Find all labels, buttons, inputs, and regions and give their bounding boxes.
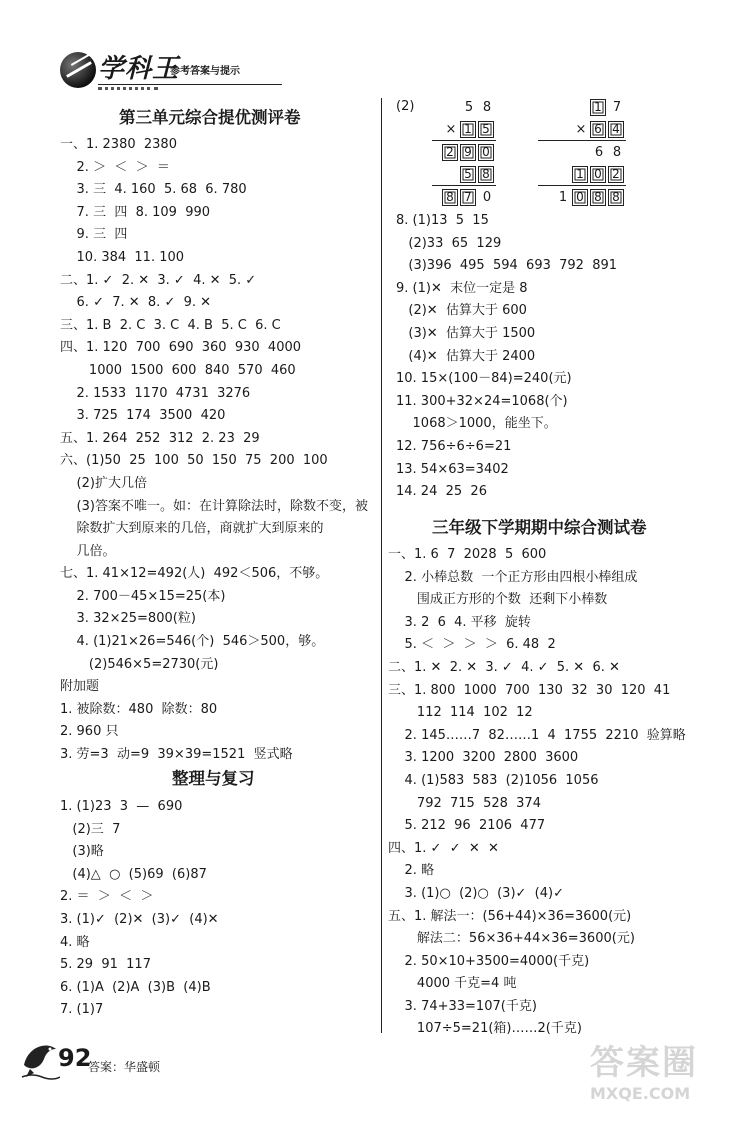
watermark-line1: 答案圈 bbox=[590, 1043, 698, 1083]
digit: 5 bbox=[464, 99, 474, 115]
digit-box: 1 bbox=[572, 166, 588, 183]
section-title-unit3: 第三单元综合提优测评卷 bbox=[119, 108, 301, 127]
answer-line: 7. (1)7 bbox=[60, 1002, 104, 1018]
dolphin-icon bbox=[20, 1035, 60, 1080]
digit: 6 bbox=[594, 144, 604, 160]
answer-line: 2. 145……7 82……1 4 1755 2210 验算略 bbox=[388, 727, 686, 743]
answer-line: 七、1. 41×12=492(人) 492＜506，不够。 bbox=[60, 566, 329, 582]
answer-line: 几倍。 bbox=[60, 543, 116, 559]
answer-line: 4. (1)583 583 (2)1056 1056 bbox=[388, 772, 599, 788]
digit-box: 0 bbox=[572, 189, 588, 206]
left-answers-2 bbox=[60, 796, 380, 1022]
answer-line: 围成正方形的个数 还剩下小棒数 bbox=[388, 592, 608, 608]
page-number: 92 bbox=[58, 1044, 92, 1072]
right-answers-1 bbox=[396, 210, 736, 504]
header-rule bbox=[98, 84, 282, 85]
answer-line: 12. 756÷6÷6=21 bbox=[396, 438, 512, 454]
digit-box: 5 bbox=[478, 121, 494, 138]
answer-line: 四、1. ✓ ✓ ✕ ✕ bbox=[388, 840, 499, 856]
answer-line: (3)略 bbox=[60, 844, 104, 860]
answer-line: (2)✕ 估算大于 600 bbox=[396, 303, 527, 319]
section-title-midterm: 三年级下学期期中综合测试卷 bbox=[432, 518, 647, 537]
digit-box: 2 bbox=[608, 166, 624, 183]
digit-box: 8 bbox=[608, 189, 624, 206]
answer-line: 除数扩大到原来的几倍，商就扩大到原来的 bbox=[60, 521, 324, 537]
answer-line: 1. (1)23 3 — 690 bbox=[60, 799, 183, 814]
watermark-line2: MXQE.COM bbox=[590, 1084, 691, 1103]
answer-line: (3)✕ 估算大于 1500 bbox=[396, 325, 536, 341]
answer-line: 3. 74+33=107(千克) bbox=[388, 998, 537, 1014]
brand-name: 学科王 bbox=[98, 54, 180, 84]
watermark bbox=[590, 1035, 730, 1115]
mult-row bbox=[538, 186, 626, 208]
digit-box: 2 bbox=[442, 144, 458, 161]
answer-line: (3)答案不唯一。如：在计算除法时，除数不变，被 bbox=[60, 498, 368, 514]
mult-row bbox=[538, 118, 626, 140]
header-subtitle: 参考答案与提示 bbox=[170, 66, 240, 77]
answer-line: 1. 被除数：480 除数：80 bbox=[60, 701, 218, 717]
answer-line: 2. 960 只 bbox=[60, 724, 119, 740]
mult-row bbox=[538, 96, 626, 118]
answer-line: 9. (1)✕ 末位一定是 8 bbox=[396, 280, 528, 296]
answer-line: 6. ✓ 7. ✕ 8. ✓ 9. ✕ bbox=[60, 295, 212, 311]
digit-box: 0 bbox=[590, 166, 606, 183]
answer-line: 3. (1)✓ (2)✕ (3)✓ (4)✕ bbox=[60, 911, 219, 927]
answer-line: (4)✕ 估算大于 2400 bbox=[396, 348, 536, 364]
answer-line: 4. (1)21×26=546(个) 546＞500，够。 bbox=[60, 634, 325, 650]
answer-line: 三、1. 800 1000 700 130 32 30 120 41 bbox=[388, 682, 671, 698]
answer-line: 3. (1)○ (2)○ (3)✓ (4)✓ bbox=[388, 885, 564, 901]
header-logo bbox=[60, 44, 282, 94]
answer-line: 3. 2 6 4. 平移 旋转 bbox=[388, 614, 531, 630]
digit-box: 0 bbox=[478, 144, 494, 161]
answer-line: (2)扩大几倍 bbox=[60, 475, 147, 491]
answer-line: 1068＞1000，能坐下。 bbox=[396, 416, 557, 432]
digit-box: 1 bbox=[460, 121, 476, 138]
digit: 8 bbox=[612, 144, 622, 160]
answer-line: 3. 32×25=800(粒) bbox=[60, 611, 196, 627]
answer-line: 一、1. 2380 2380 bbox=[60, 137, 177, 152]
answer-line: 二、1. ✕ 2. ✕ 3. ✓ 4. ✓ 5. ✕ 6. ✕ bbox=[388, 659, 620, 675]
digit-box: 8 bbox=[590, 189, 606, 206]
answer-line: 5. 29 91 117 bbox=[60, 957, 151, 973]
answer-line: 3. 三 4. 160 5. 68 6. 780 bbox=[60, 182, 247, 198]
answer-line: 1000 1500 600 840 570 460 bbox=[60, 362, 296, 378]
ball-logo-icon bbox=[60, 52, 96, 88]
digit-box: 1 bbox=[590, 99, 606, 116]
digit-box: 5 bbox=[460, 166, 476, 183]
header-dots bbox=[98, 87, 158, 90]
mult-row bbox=[432, 186, 496, 208]
answer-line: 6. (1)A (2)A (3)B (4)B bbox=[60, 979, 211, 995]
answer-line: 792 715 528 374 bbox=[388, 795, 541, 811]
footer-answer-label: 答案：华盛顿 bbox=[88, 1060, 161, 1074]
answer-line: 五、1. 264 252 312 2. 23 29 bbox=[60, 430, 260, 446]
digit-box: 8 bbox=[442, 189, 458, 206]
answer-line: 2. ＝ ＞ ＜ ＞ bbox=[60, 889, 154, 905]
mult-row bbox=[538, 163, 626, 185]
digit: 8 bbox=[482, 99, 492, 115]
answer-line: 4000 千克=4 吨 bbox=[388, 976, 517, 992]
digit: × bbox=[575, 121, 587, 137]
answer-line: (2)三 7 bbox=[60, 821, 121, 837]
section-title-review: 整理与复习 bbox=[172, 769, 255, 788]
answer-line: 8. (1)13 5 15 bbox=[396, 213, 489, 228]
answer-line: 2. 小棒总数 一个正方形由四根小棒组成 bbox=[388, 569, 638, 585]
answer-line: 107÷5=21(箱)……2(千克) bbox=[388, 1021, 582, 1037]
answer-line: 3. 劳=3 动=9 39×39=1521 竖式略 bbox=[60, 747, 293, 763]
mult-vertical-2 bbox=[538, 96, 626, 208]
answer-line: 二、1. ✓ 2. ✕ 3. ✓ 4. ✕ 5. ✓ bbox=[60, 272, 257, 288]
answer-line: 3. 725 174 3500 420 bbox=[60, 408, 226, 424]
mult-vertical-1 bbox=[432, 96, 496, 208]
answer-line: (4)△ ○ (5)69 (6)87 bbox=[60, 866, 207, 882]
mult-row bbox=[432, 141, 496, 163]
answer-line: 7. 三 四 8. 109 990 bbox=[60, 204, 211, 220]
digit-box: 4 bbox=[608, 121, 624, 138]
answer-line: (2)33 65 129 bbox=[396, 235, 502, 251]
digit-box: 9 bbox=[460, 144, 476, 161]
answer-line: 六、(1)50 25 100 50 150 75 200 100 bbox=[60, 453, 328, 469]
mult-row bbox=[538, 141, 626, 163]
answer-line: 14. 24 25 26 bbox=[396, 484, 487, 500]
mult-row bbox=[432, 96, 496, 118]
digit: × bbox=[445, 121, 457, 137]
left-answers-1 bbox=[60, 134, 380, 767]
answer-line: 五、1. 解法一：(56+44)×36=3600(元) bbox=[388, 908, 632, 924]
answer-line: 10. 15×(100－84)=240(元) bbox=[396, 371, 572, 387]
answer-line: 三、1. B 2. C 3. C 4. B 5. C 6. C bbox=[60, 317, 281, 333]
answer-line: 5. ＜ ＞ ＞ ＞ 6. 48 2 bbox=[388, 637, 556, 653]
answer-line: 10. 384 11. 100 bbox=[60, 249, 185, 265]
right-answers-2 bbox=[388, 544, 738, 1041]
mult-row bbox=[432, 163, 496, 185]
answer-line: (2)546×5=2730(元) bbox=[60, 656, 219, 672]
digit: 0 bbox=[482, 189, 492, 205]
answer-line: 3. 1200 3200 2800 3600 bbox=[388, 750, 579, 766]
mult-row bbox=[432, 118, 496, 140]
answer-line: 2. 略 bbox=[388, 863, 435, 879]
answer-line: 11. 300+32×24=1068(个) bbox=[396, 393, 568, 409]
answer-line: 2. 1533 1170 4731 3276 bbox=[60, 385, 251, 401]
answer-line: 附加题 bbox=[60, 679, 100, 695]
answer-line: 一、1. 6 7 2028 5 600 bbox=[388, 547, 547, 562]
mult-label: (2) bbox=[396, 99, 415, 114]
column-divider bbox=[381, 98, 382, 1033]
answer-line: 四、1. 120 700 690 360 930 4000 bbox=[60, 340, 302, 356]
digit-box: 6 bbox=[590, 121, 606, 138]
answer-line: 2. 50×10+3500=4000(千克) bbox=[388, 953, 590, 969]
digit-box: 7 bbox=[460, 189, 476, 206]
answer-line: 解法二：56×36+44×36=3600(元) bbox=[388, 931, 635, 947]
digit: 1 bbox=[558, 189, 568, 205]
answer-line: 5. 212 96 2106 477 bbox=[388, 818, 546, 834]
answer-line: (3)396 495 594 693 792 891 bbox=[396, 258, 618, 274]
answer-line: 4. 略 bbox=[60, 934, 90, 950]
digit-box: 8 bbox=[478, 166, 494, 183]
digit: 7 bbox=[612, 99, 622, 115]
answer-line: 2. 700－45×15=25(本) bbox=[60, 588, 226, 604]
answer-line: 2. ＞ ＜ ＞ ＝ bbox=[60, 159, 170, 175]
answer-line: 13. 54×63=3402 bbox=[396, 461, 509, 477]
answer-line: 9. 三 四 bbox=[60, 227, 128, 243]
answer-line: 112 114 102 12 bbox=[388, 705, 533, 721]
